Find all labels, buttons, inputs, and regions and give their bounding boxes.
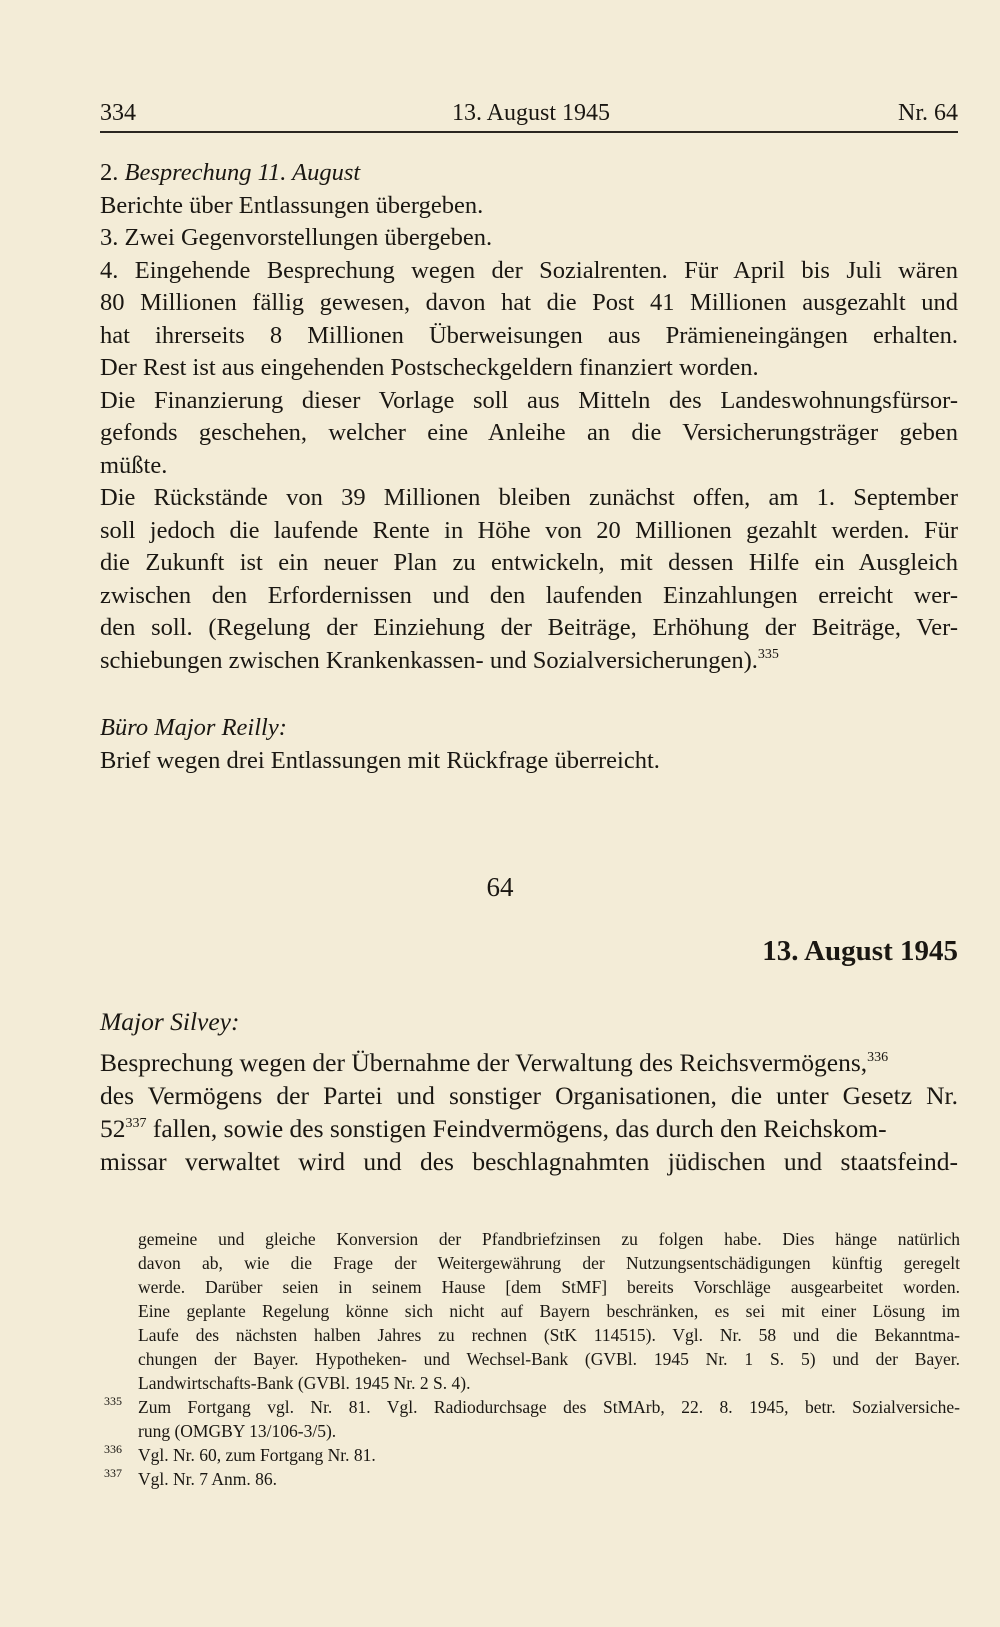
- text-line: missar verwaltet wird und des beschlagnahmten jüdischen und staatsfeind-: [100, 1147, 958, 1176]
- header-doc-ref: Nr. 64: [898, 100, 958, 126]
- document-body: [100, 1005, 958, 1178]
- text-line: $52^{337}$ fallen, sowie des sonstigen Feindvermögens, das durch den Reichskom-: [100, 1114, 887, 1143]
- office-text: Brief wegen drei Entlassungen mit Rückfrage überreicht.: [100, 746, 660, 774]
- text-line: 3. Zwei Gegenvorstellungen übergeben.: [100, 224, 493, 251]
- text-line: Besprechung wegen der Übernahme der Verwaltung des Reichsvermögens,$^{336}$: [100, 1048, 889, 1077]
- text-line: müßte.: [100, 451, 168, 479]
- meeting-heading: 2. Besprechung 11. August: [100, 159, 361, 186]
- page-number: 334: [100, 100, 136, 126]
- footnote-337: 337 Vgl. Nr. 7 Anm. 86.: [104, 1466, 278, 1489]
- footnote-336: 336 Vgl. Nr. 60, zum Fortgang Nr. 81.: [104, 1442, 376, 1465]
- footnote-number: 337: [104, 1466, 122, 1480]
- text-line: Berichte über Entlassungen übergeben.: [100, 191, 484, 219]
- text-line: des Vermögens der Partei und sonstiger Organisationen, die unter Gesetz Nr.: [100, 1081, 958, 1110]
- text-line: Die Finanzierung dieser Vorlage soll aus Mitteln des Landeswohnungsfürsor-: [100, 386, 958, 414]
- speaker-heading: Major Silvey:: [100, 1007, 240, 1036]
- text-line: Der Rest ist aus eingehenden Postscheckgeldern finanziert worden.: [100, 354, 759, 381]
- header-rule: [100, 131, 958, 133]
- text-line: Die Rückstände von 39 Millionen bleiben zunächst offen, am 1. September: [100, 484, 958, 511]
- office-section: [100, 712, 958, 777]
- text-line: schiebungen zwischen Krankenkassen- und Sozialversicherungen).$^{335}$: [100, 646, 779, 674]
- text-line: die Zukunft ist ein neuer Plan zu entwickeln, mit dessen Hilfe ein Ausgleich: [100, 549, 958, 576]
- footnote-ref[interactable]: 335: [757, 646, 779, 662]
- text-line: 4. Eingehende Besprechung wegen der Sozialrenten. Für April bis Juli wären: [100, 256, 958, 284]
- document-number: 64: [486, 872, 514, 902]
- footnote-number: 336: [104, 1442, 122, 1456]
- footnotes: [104, 1227, 960, 1491]
- previous-section: [100, 157, 958, 677]
- text-line: gefonds geschehen, welcher eine Anleihe an die Versicherungsträger geben: [100, 419, 958, 446]
- text-line: 80 Millionen fällig gewesen, davon hat die Post 41 Millionen ausgezahlt und: [100, 289, 958, 316]
- header-date: 13. August 1945: [452, 100, 611, 126]
- footnote-335: 335 Zum Fortgang vgl. Nr. 81. Vgl. Radiodurchsage des StMArb, 22. 8. 1945, betr. Sozialversiche- rung (OMGBY 13/106-3/5).: [104, 1394, 960, 1441]
- text-line: hat ihrerseits 8 Millionen Überweisungen aus Prämieneingängen erhalten.: [100, 321, 958, 349]
- footnote-continuation: gemeine und gleiche Konversion der Pfandbriefzinsen zu folgen habe. Dies hänge natürlich davon ab, wie die Frage der Weitergewährung der Nutzungsentschädigungen künftig geregelt werde. Darüber seien in seinem Hause [dem StMF] bereits Vorschläge ausgearbeitet worden. Eine geplante Regelung könne sich nicht auf Bayern beschränken, es sei mit einer Lösung im Laufe des nächsten halben Jahres zu rechnen (StK 114515). Vgl. Nr. 58 und die Bekanntma- chungen der Bayer. Hypotheken- und Wechsel-Bank (GVBl. 1945 Nr. 1 S. 5) und der Bayer. Landwirtschafts-Bank (GVBl. 1945 Nr. 2 S. 4).: [138, 1229, 960, 1393]
- footnote-ref[interactable]: 336: [867, 1050, 889, 1065]
- text-line: zwischen den Erfordernissen und den laufenden Einzahlungen erreicht wer-: [100, 581, 958, 609]
- text-line: soll jedoch die laufende Rente in Höhe von 20 Millionen gezahlt werden. Für: [100, 516, 958, 544]
- office-heading: Büro Major Reilly:: [100, 714, 287, 741]
- footnote-number: 335: [104, 1394, 122, 1408]
- running-header: [100, 96, 958, 130]
- document-title: 13. August 1945: [762, 935, 958, 967]
- text-line: den soll. (Regelung der Einziehung der Beiträge, Erhöhung der Beiträge, Ver-: [100, 614, 958, 641]
- footnote-ref[interactable]: 337: [125, 1116, 147, 1131]
